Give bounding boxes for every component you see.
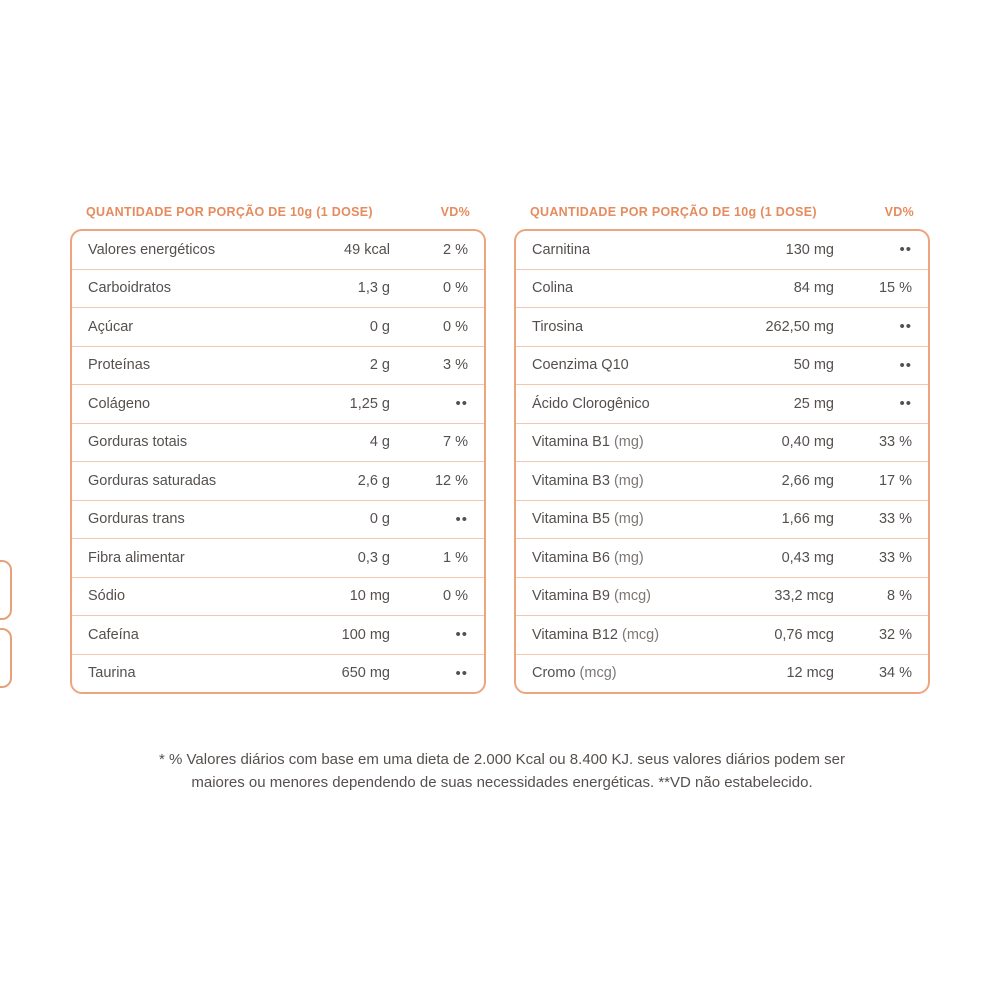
table-row: [72, 462, 484, 501]
nutrient-unit: (mcg): [609, 588, 652, 605]
nutrient-name: Vitamina B9 (mcg): [532, 588, 652, 605]
nutrient-unit: (mcg): [575, 665, 617, 682]
nutrient-pct: 33 %: [878, 434, 912, 451]
nutrient-name: Taurina: [88, 665, 136, 682]
footnote-line-1: * % Valores diários com base em uma dieta de 2.000 Kcal ou 8.400 KJ. seus valores diários podem ser: [159, 751, 845, 768]
nutrient-amount: 49 kcal: [344, 241, 390, 258]
nutrient-amount: 1,66 mg: [781, 511, 834, 528]
nutrient-pct: 17 %: [878, 472, 912, 489]
table-row: [72, 424, 484, 463]
nutrient-unit: (mg): [609, 472, 644, 489]
table-row: [72, 347, 484, 386]
panel-header-left: [70, 205, 486, 229]
table-row: [516, 270, 928, 309]
panel-header-label-left: QUANTIDADE POR PORÇÃO DE 10g (1 DOSE): [86, 205, 373, 219]
nutrient-amount: 1,3 g: [357, 280, 390, 297]
nutrient-pct: 7 %: [443, 434, 468, 451]
nutrient-name: Carboidratos: [88, 280, 172, 297]
nutrient-amount: 130 mg: [785, 241, 834, 258]
nutrient-amount: 262,50 mg: [765, 318, 834, 335]
table-row: [516, 501, 928, 540]
table-row: [72, 539, 484, 578]
nutrient-pct: ••: [455, 664, 468, 682]
panel-header-vd-left: VD%: [440, 205, 470, 219]
nutrient-amount: 0 g: [369, 511, 390, 528]
nutrient-amount: 0,43 mg: [781, 549, 834, 566]
nutrient-pct: 2 %: [443, 241, 468, 258]
table-row: [72, 501, 484, 540]
nutrient-pct: 32 %: [878, 626, 912, 643]
nutrient-amount: 0,40 mg: [781, 434, 834, 451]
table-row: [72, 655, 484, 693]
nutrient-name: Açúcar: [88, 318, 134, 335]
nutrient-pct: ••: [455, 395, 468, 413]
nutrient-name: Cromo (mcg): [532, 665, 617, 682]
nutrient-name: Cafeína: [88, 626, 139, 643]
panel-body-right: [514, 229, 930, 694]
nutrient-name: Vitamina B1 (mg): [532, 434, 644, 451]
nutrient-unit: (mcg): [617, 626, 660, 643]
nutrient-pct: 33 %: [878, 549, 912, 566]
table-row: [516, 578, 928, 617]
nutrient-amount: 2,66 mg: [781, 472, 834, 489]
nutrient-name: Gorduras totais: [88, 434, 188, 451]
nutrient-pct: 0 %: [443, 280, 468, 297]
nutrition-tables: [70, 205, 930, 694]
table-row: [72, 308, 484, 347]
nutrient-name: Sódio: [88, 588, 126, 605]
nutrient-amount: 0,76 mcg: [774, 626, 834, 643]
nutrient-pct: ••: [455, 510, 468, 528]
footnote-line-2: maiores ou menores dependendo de suas necessidades energéticas. **VD não estabelecido.: [191, 774, 813, 792]
table-row: [516, 231, 928, 270]
nutrient-name: Vitamina B3 (mg): [532, 472, 644, 489]
table-row: [516, 347, 928, 386]
panel-header-vd-right: VD%: [884, 205, 914, 219]
nutrient-pct: 3 %: [443, 357, 468, 374]
nutrient-unit: (mg): [609, 434, 644, 451]
nutrient-amount: 25 mg: [793, 395, 834, 412]
table-row: [72, 385, 484, 424]
nutrient-name: Colina: [532, 280, 574, 297]
panel-body-left: [70, 229, 486, 694]
panel-header-right: [514, 205, 930, 229]
nutrient-name: Colágeno: [88, 395, 151, 412]
nutrient-name: Ácido Clorogênico: [532, 395, 650, 412]
table-row: [72, 270, 484, 309]
nutrient-amount: 4 g: [369, 434, 390, 451]
nutrient-name: Proteínas: [88, 357, 151, 374]
nutrient-amount: 84 mg: [793, 280, 834, 297]
table-row: [516, 462, 928, 501]
nutrient-pct: ••: [899, 241, 912, 259]
table-row: [516, 385, 928, 424]
table-row: [516, 616, 928, 655]
footnote: [72, 748, 932, 795]
nutrient-name: Gorduras trans: [88, 511, 185, 528]
nutrient-amount: 50 mg: [793, 357, 834, 374]
nutrient-name: Vitamina B5 (mg): [532, 511, 644, 528]
nutrient-pct: ••: [899, 318, 912, 336]
nutrient-amount: 0 g: [369, 318, 390, 335]
nutrient-amount: 33,2 mcg: [774, 588, 834, 605]
nutrient-amount: 0,3 g: [357, 549, 390, 566]
nutrient-amount: 1,25 g: [349, 395, 390, 412]
table-row: [516, 308, 928, 347]
table-row: [72, 231, 484, 270]
decorative-edge-box-bottom: [0, 628, 12, 688]
nutrient-pct: 1 %: [443, 549, 468, 566]
nutrient-pct: ••: [455, 626, 468, 644]
table-row: [516, 655, 928, 693]
nutrient-unit: (mg): [609, 549, 644, 566]
table-row: [72, 616, 484, 655]
nutrient-pct: 15 %: [878, 280, 912, 297]
nutrient-amount: 650 mg: [341, 665, 390, 682]
nutrient-pct: 0 %: [443, 318, 468, 335]
nutrient-amount: 2 g: [369, 357, 390, 374]
nutrient-name: Coenzima Q10: [532, 357, 629, 374]
table-row: [516, 539, 928, 578]
nutrition-panel-right: [514, 205, 930, 694]
nutrient-unit: (mg): [609, 511, 644, 528]
nutrient-name: Vitamina B6 (mg): [532, 549, 644, 566]
nutrient-pct: 34 %: [878, 665, 912, 682]
nutrient-pct: ••: [899, 356, 912, 374]
panel-header-label-right: QUANTIDADE POR PORÇÃO DE 10g (1 DOSE): [530, 205, 817, 219]
nutrient-pct: 33 %: [878, 511, 912, 528]
nutrient-name: Valores energéticos: [88, 241, 216, 258]
nutrient-name: Fibra alimentar: [88, 549, 185, 566]
table-row: [516, 424, 928, 463]
nutrient-amount: 12 mcg: [786, 665, 834, 682]
nutrient-name: Gorduras saturadas: [88, 472, 217, 489]
nutrient-amount: 10 mg: [349, 588, 390, 605]
nutrient-name: Tirosina: [532, 318, 584, 335]
nutrient-pct: 12 %: [434, 472, 468, 489]
nutrient-amount: 2,6 g: [357, 472, 390, 489]
nutrient-name: Vitamina B12 (mcg): [532, 626, 660, 643]
nutrient-pct: ••: [899, 395, 912, 413]
nutrient-name: Carnitina: [532, 241, 591, 258]
table-row: [72, 578, 484, 617]
nutrient-pct: 0 %: [443, 588, 468, 605]
nutrient-amount: 100 mg: [341, 626, 390, 643]
decorative-edge-box-top: [0, 560, 12, 620]
nutrient-pct: 8 %: [887, 588, 912, 605]
nutrition-panel-left: [70, 205, 486, 694]
